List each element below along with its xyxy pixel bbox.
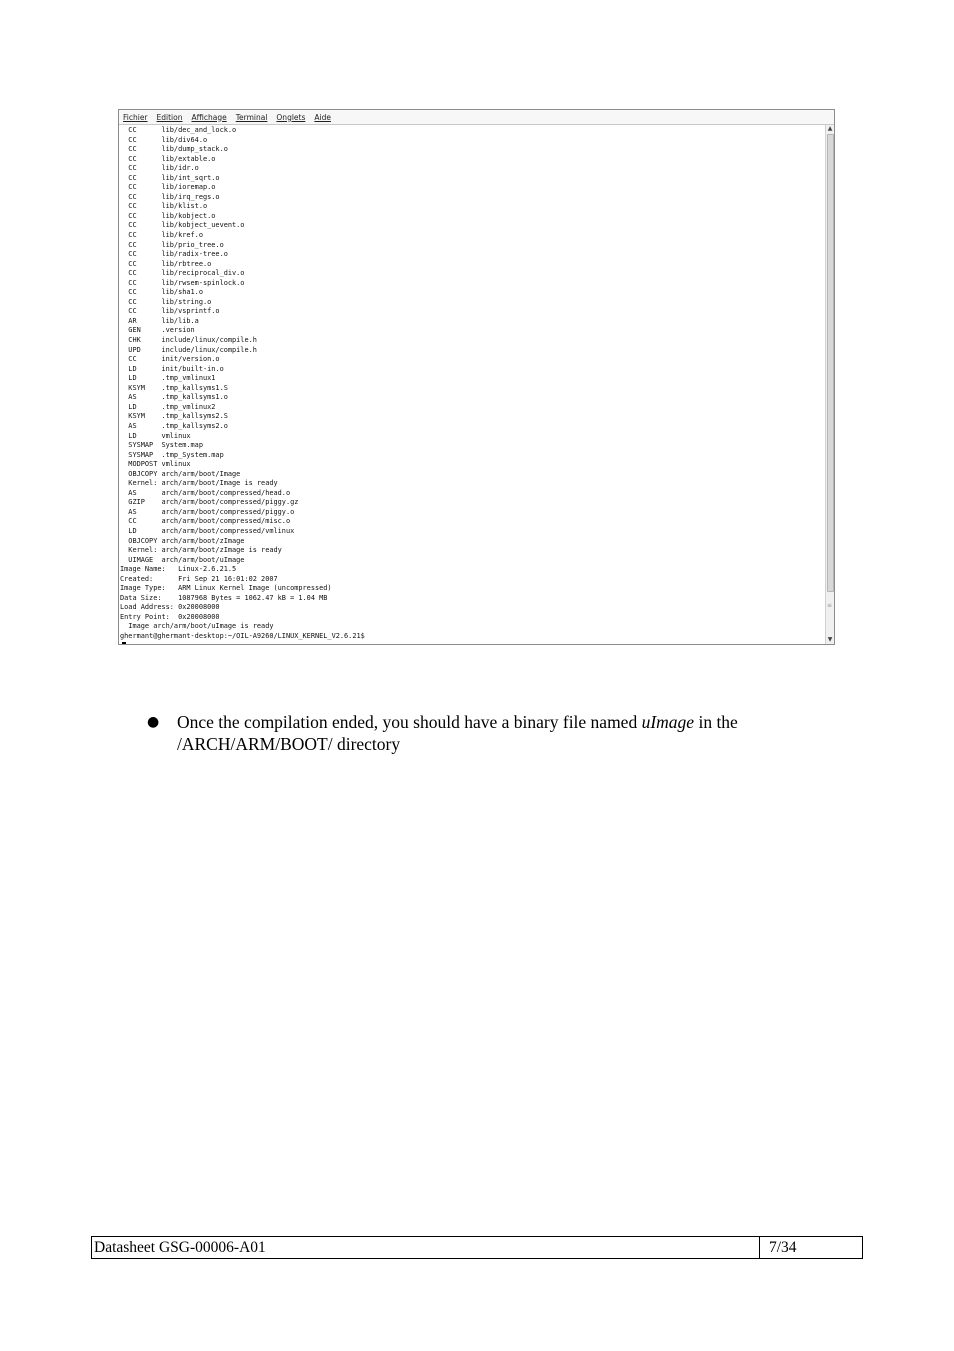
terminal-line: Created: Fri Sep 21 16:01:02 2007: [120, 574, 278, 583]
terminal-line: CC lib/reciprocal_div.o: [120, 269, 245, 278]
footer-document-id: Datasheet GSG-00006-A01: [92, 1237, 760, 1258]
terminal-line: UIMAGE arch/arm/boot/uImage: [120, 555, 245, 564]
menu-affichage[interactable]: Affichage: [191, 112, 227, 122]
scroll-grip-icon: ≡: [827, 602, 833, 609]
menu-onglets[interactable]: Onglets: [276, 112, 306, 122]
terminal-line: CC lib/kobject.o: [120, 211, 216, 220]
terminal-line: CC lib/sha1.o: [120, 288, 203, 297]
terminal-line: AS .tmp_kallsyms2.o: [120, 421, 228, 430]
terminal-line: GZIP arch/arm/boot/compressed/piggy.gz: [120, 498, 299, 507]
terminal-line: LD vmlinux: [120, 431, 191, 440]
terminal-line: LD arch/arm/boot/compressed/vmlinux: [120, 526, 295, 535]
terminal-line: CC lib/int_sqrt.o: [120, 173, 220, 182]
terminal-line: OBJCOPY arch/arm/boot/zImage: [120, 536, 245, 545]
terminal-line: CC arch/arm/boot/compressed/misc.o: [120, 517, 291, 526]
scroll-up-arrow-icon[interactable]: ▲: [827, 125, 833, 132]
terminal-line: KSYM .tmp_kallsyms1.S: [120, 383, 228, 392]
terminal-line: CC lib/idr.o: [120, 164, 199, 173]
terminal-line: GEN .version: [120, 326, 195, 335]
menu-terminal[interactable]: Terminal: [235, 112, 268, 122]
terminal-cursor: [122, 642, 126, 644]
terminal-line: CC lib/dump_stack.o: [120, 145, 228, 154]
terminal-line: Kernel: arch/arm/boot/zImage is ready: [120, 546, 282, 555]
terminal-line: AR lib/lib.a: [120, 316, 199, 325]
terminal-line: SYSMAP .tmp_System.map: [120, 450, 224, 459]
terminal-lines: [119, 125, 825, 644]
terminal-line: CC lib/div64.o: [120, 135, 208, 144]
terminal-line: CC lib/radix-tree.o: [120, 250, 228, 259]
terminal-scrollbar[interactable]: [825, 125, 834, 644]
terminal-screenshot: [118, 109, 835, 645]
terminal-line: CC lib/dec_and_lock.o: [120, 126, 237, 134]
terminal-line: CC lib/rwsem-spinlock.o: [120, 278, 245, 287]
terminal-line: Load Address: 0x20008000: [120, 603, 220, 612]
terminal-line: Image Type: ARM Linux Kernel Image (uncompressed): [120, 584, 332, 593]
terminal-line: MODPOST vmlinux: [120, 460, 191, 469]
terminal-line: LD .tmp_vmlinux1: [120, 374, 216, 383]
terminal-output[interactable]: [119, 125, 825, 644]
terminal-line: AS .tmp_kallsyms1.o: [120, 393, 228, 402]
footer-page-number: 7/34: [769, 1239, 797, 1256]
terminal-prompt: ghermant@ghermant-desktop:~/OIL-A9260/LINUX_KERNEL_V2.6.21$: [120, 631, 369, 640]
terminal-line: CC lib/rbtree.o: [120, 259, 212, 268]
menu-fichier[interactable]: Fichier: [123, 112, 148, 122]
terminal-line: CC lib/kref.o: [120, 231, 203, 240]
scroll-thumb[interactable]: [827, 134, 834, 592]
terminal-line: AS arch/arm/boot/compressed/piggy.o: [120, 507, 295, 516]
menu-edition[interactable]: Edition: [156, 112, 183, 122]
terminal-line: Kernel: arch/arm/boot/Image is ready: [120, 479, 278, 488]
terminal-line: CC init/version.o: [120, 355, 220, 364]
terminal-line: LD init/built-in.o: [120, 364, 224, 373]
scroll-down-arrow-icon[interactable]: ▼: [827, 636, 833, 643]
terminal-line: CC lib/kobject_uevent.o: [120, 221, 245, 230]
terminal-line: Entry Point: 0x20008000: [120, 612, 220, 621]
menu-aide[interactable]: Aide: [314, 112, 331, 122]
terminal-line: OBJCOPY arch/arm/boot/Image: [120, 469, 241, 478]
terminal-line: Image arch/arm/boot/uImage is ready: [120, 622, 274, 631]
bullet-icon: ●: [147, 714, 160, 730]
uimage-emphasis: uImage: [641, 712, 695, 732]
terminal-line: CC lib/klist.o: [120, 202, 208, 211]
bullet-paragraph: [147, 711, 827, 755]
terminal-line: KSYM .tmp_kallsyms2.S: [120, 412, 228, 421]
terminal-line: SYSMAP System.map: [120, 441, 203, 450]
terminal-line: CC lib/ioremap.o: [120, 183, 216, 192]
terminal-line: CC lib/irq_regs.o: [120, 192, 220, 201]
terminal-line: Image Name: Linux-2.6.21.5: [120, 565, 237, 574]
terminal-line: CC lib/extable.o: [120, 154, 216, 163]
bullet-text: Once the compilation ended, you should have a binary file named uImage in the /ARCH/ARM/BOOT/ directory: [177, 712, 738, 754]
terminal-line: CC lib/string.o: [120, 297, 212, 306]
terminal-line: UPD include/linux/compile.h: [120, 345, 257, 354]
terminal-line: Data Size: 1087968 Bytes = 1062.47 kB = 1.04 MB: [120, 593, 328, 602]
terminal-line: AS arch/arm/boot/compressed/head.o: [120, 488, 291, 497]
page-footer: [91, 1236, 863, 1259]
terminal-line: CC lib/vsprintf.o: [120, 307, 220, 316]
terminal-line: LD .tmp_vmlinux2: [120, 402, 216, 411]
terminal-line: CC lib/prio_tree.o: [120, 240, 224, 249]
terminal-menubar: [119, 110, 834, 125]
terminal-line: CHK include/linux/compile.h: [120, 336, 257, 345]
